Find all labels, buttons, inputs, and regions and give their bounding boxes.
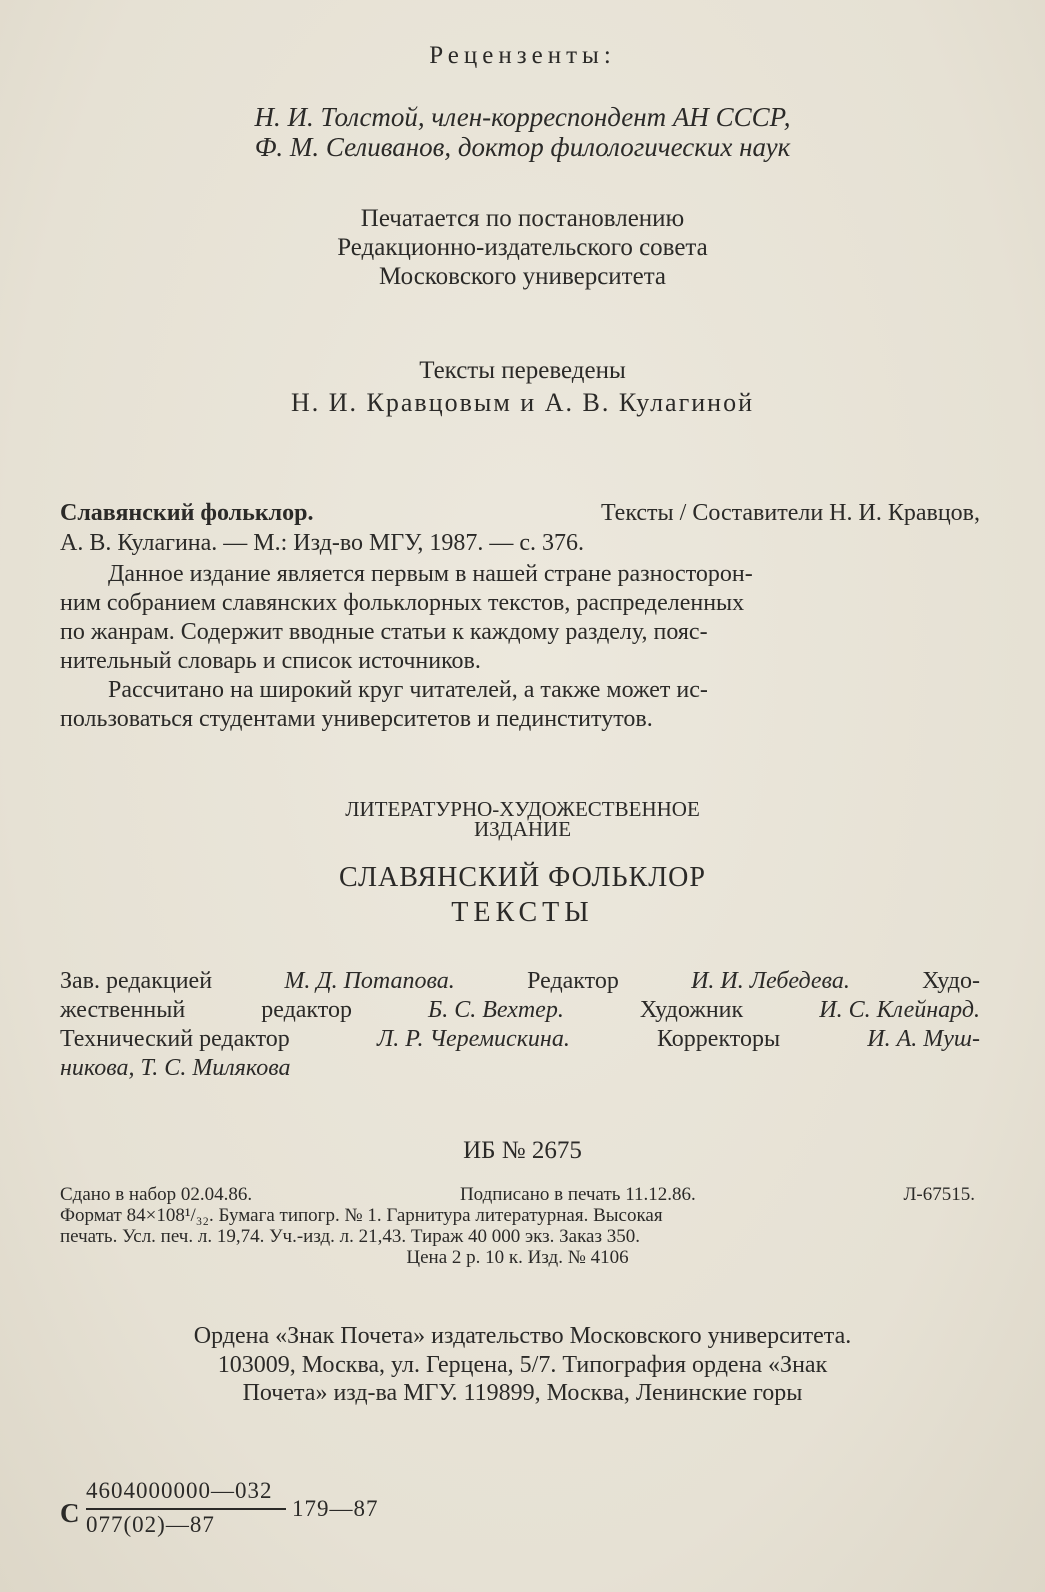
credit-person: И. И. Лебедева. bbox=[691, 968, 850, 994]
annotation-text: Рассчитано на широкий круг читателей, а также может ис- bbox=[108, 677, 708, 703]
credit-person: М. Д. Потапова. bbox=[284, 968, 455, 994]
credit-person: Л. Р. Черемискина. bbox=[376, 1026, 570, 1052]
credits-block bbox=[60, 968, 980, 1084]
genre-label-2: ИЗДАНИЕ bbox=[473, 817, 572, 841]
annotation-line-2 bbox=[60, 530, 980, 561]
credits-line-1 bbox=[60, 968, 980, 997]
annotation-line-7 bbox=[60, 677, 980, 706]
credit-role: Худо- bbox=[922, 968, 980, 994]
book-title: СЛАВЯНСКИЙ ФОЛЬКЛОР bbox=[339, 862, 706, 893]
credit-role: Зав. редакцией bbox=[60, 968, 213, 994]
credit-role: жественный bbox=[60, 997, 186, 1023]
annotation-text: по жанрам. Содержит вводные статьи к каждому разделу, пояс- bbox=[60, 619, 708, 645]
annotation-title: Славянский фольклор. bbox=[60, 500, 314, 526]
credits-line-3 bbox=[60, 1026, 980, 1055]
annotation-line-1 bbox=[60, 500, 980, 530]
genre-label-1: ЛИТЕРАТУРНО-ХУДОЖЕСТВЕННОЕ bbox=[345, 797, 700, 821]
credit-role: Технический редактор bbox=[60, 1026, 290, 1052]
code-fraction-line bbox=[86, 1508, 286, 1510]
tech-line-1 bbox=[60, 1184, 975, 1205]
annotation-text: ним собранием славянских фольклорных текстов, распределенных bbox=[60, 590, 745, 616]
book-subtitle: ТЕКСТЫ bbox=[451, 897, 594, 928]
credit-role: редактор bbox=[261, 997, 352, 1023]
annotation-line-6 bbox=[60, 648, 980, 677]
tech-print-run: печать. Усл. печ. л. 19,74. Уч.-изд. л. 21,43. Тираж 40 000 экз. Заказ 350. bbox=[60, 1226, 640, 1247]
annotation-line-4 bbox=[60, 590, 980, 619]
code-suffix: 179—87 bbox=[292, 1496, 379, 1521]
annotation-text: нительный словарь и список источников. bbox=[60, 648, 481, 674]
credit-person: И. С. Клейнард. bbox=[819, 997, 980, 1023]
publisher-line-1: Ордена «Знак Почета» издательство Московского университета. bbox=[193, 1323, 852, 1349]
annotation-line-5 bbox=[60, 619, 980, 648]
tech-line-3 bbox=[60, 1226, 975, 1247]
publisher-line-2: 103009, Москва, ул. Герцена, 5/7. Типография ордена «Знак bbox=[217, 1352, 828, 1378]
annotation-block bbox=[60, 500, 980, 735]
credit-person: И. А. Муш- bbox=[867, 1026, 980, 1052]
credit-role: Редактор bbox=[527, 968, 619, 994]
publication-note-2: Редакционно-издательского совета bbox=[337, 234, 708, 261]
ib-number: ИБ № 2675 bbox=[463, 1137, 582, 1164]
annotation-line-3 bbox=[60, 561, 980, 590]
annotation-compilers: Тексты / Составители Н. И. Кравцов, bbox=[600, 500, 980, 526]
tech-license: Л-67515. bbox=[903, 1184, 975, 1205]
annotation-imprint: А. В. Кулагина. — М.: Изд-во МГУ, 1987. — с. 376. bbox=[60, 530, 585, 556]
tech-submitted: Сдано в набор 02.04.86. bbox=[60, 1184, 253, 1205]
tech-line-2 bbox=[60, 1205, 975, 1226]
credits-line-4 bbox=[60, 1055, 980, 1084]
code-denominator: 077(02)—87 bbox=[86, 1512, 215, 1537]
credit-role: Корректоры bbox=[656, 1026, 781, 1052]
tech-block bbox=[60, 1184, 975, 1268]
publisher-line-3: Почета» изд-ва МГУ. 119899, Москва, Ленинские горы bbox=[242, 1380, 803, 1406]
reviewer-2: Ф. М. Селиванов, доктор филологических наук bbox=[254, 132, 791, 162]
code-numerator: 4604000000—032 bbox=[86, 1478, 273, 1503]
translators-names: Н. И. Кравцовым и А. В. Кулагиной bbox=[290, 388, 755, 417]
tech-format: Формат 84×108¹/₃₂. Бумага типогр. № 1. Гарнитура литературная. Высокая bbox=[60, 1205, 663, 1226]
translators-heading: Тексты переведены bbox=[419, 357, 626, 384]
annotation-text: пользоваться студентами университетов и пединститутов. bbox=[60, 706, 653, 732]
annotation-text: Данное издание является первым в нашей стране разносторон- bbox=[108, 561, 753, 587]
annotation-line-8 bbox=[60, 706, 980, 735]
credit-person: Б. С. Вехтер. bbox=[428, 997, 564, 1023]
tech-signed: Подписано в печать 11.12.86. bbox=[459, 1184, 696, 1205]
credit-role: Художник bbox=[639, 997, 744, 1023]
reviewer-1: Н. И. Толстой, член-корреспондент АН СССР, bbox=[254, 102, 791, 132]
publication-note-1: Печатается по постановлению bbox=[360, 205, 685, 232]
reviewers-heading: Рецензенты: bbox=[429, 42, 616, 69]
credits-line-2 bbox=[60, 997, 980, 1026]
publication-note-3: Московского университета bbox=[378, 263, 667, 290]
credit-person: никова, Т. С. Милякова bbox=[60, 1055, 291, 1081]
tech-price: Цена 2 р. 10 к. Изд. № 4106 bbox=[406, 1247, 629, 1268]
code-letter: С bbox=[60, 1498, 80, 1528]
tech-line-4 bbox=[60, 1247, 975, 1268]
